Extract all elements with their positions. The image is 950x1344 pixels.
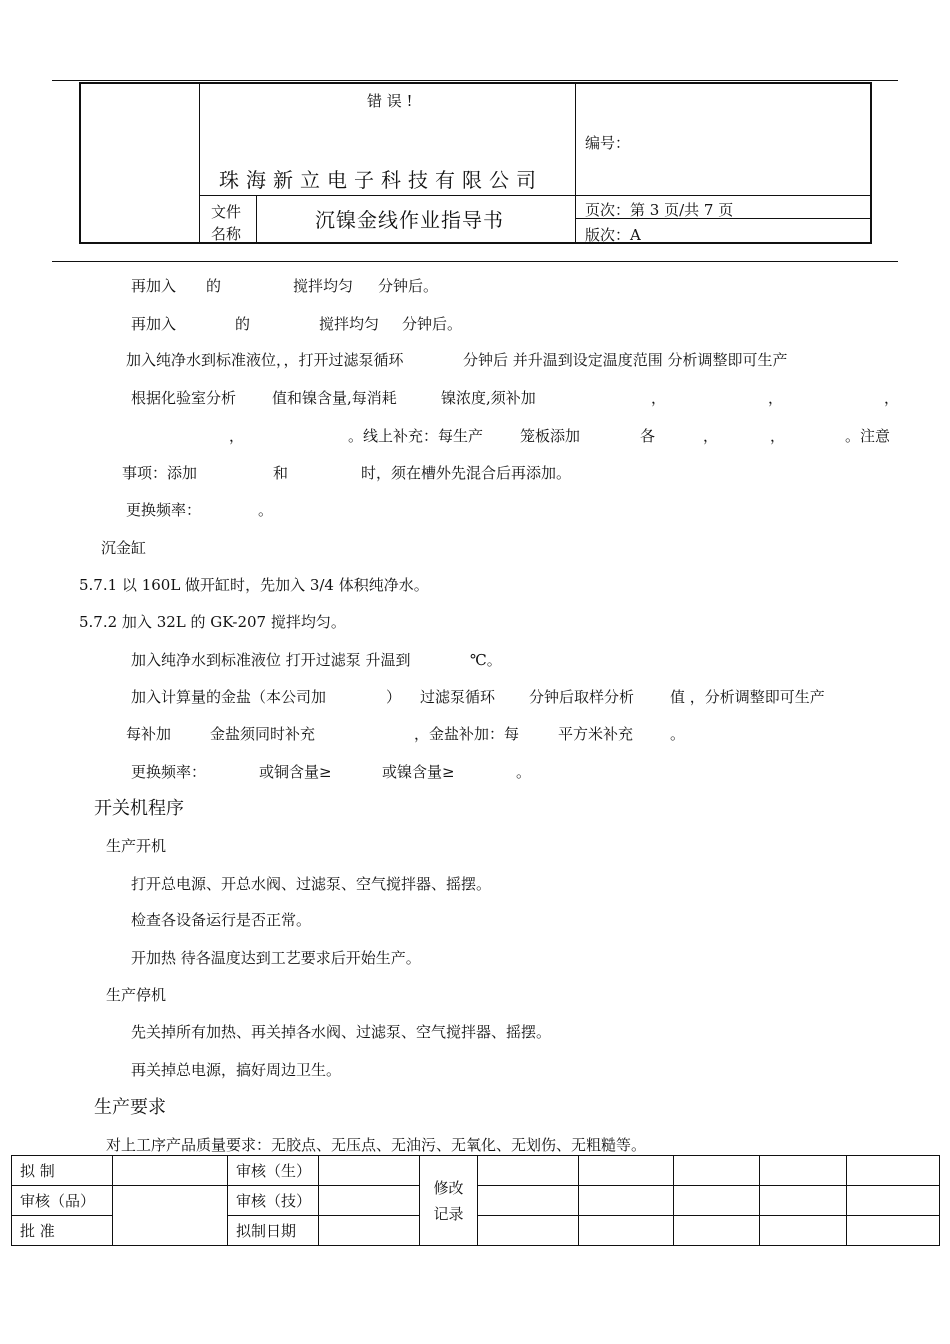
line-4-comma-1: ， xyxy=(651,389,667,407)
revision-label-line2: 记录 xyxy=(433,1204,464,1223)
line-12-d: 分钟后取样分析 xyxy=(529,688,635,706)
line-2-c: 搅拌均匀 xyxy=(319,315,380,333)
line-13-d: 平方米补充 xyxy=(558,725,634,743)
line-12-e: 值 ，分析调整即可生产 xyxy=(670,688,825,706)
revision-cell xyxy=(478,1186,579,1216)
doc-number-label: 编号： xyxy=(585,134,631,152)
line-13-e: 。 xyxy=(670,725,686,743)
revision-cell xyxy=(760,1156,847,1186)
section-production-requirements: 生产要求 xyxy=(94,1097,166,1118)
section-gold-tank: 沉金缸 xyxy=(101,539,147,557)
error-text: 错 误 ! xyxy=(367,92,413,110)
line-11-a: 加入纯净水到标准液位 打开过滤泵 升温到 xyxy=(131,651,411,669)
approve-label: 批 准 xyxy=(12,1216,113,1246)
line-6-c: 时，须在槽外先混合后再添加。 xyxy=(361,464,572,482)
quality-requirement: 对上工序产品质量要求：无胶点、无压点、无油污、无氧化、无划伤、无粗糙等。 xyxy=(106,1136,647,1154)
header-mid-rule xyxy=(200,195,871,196)
line-1-d: 分钟后。 xyxy=(378,277,439,295)
file-name-label-line1: 文件 xyxy=(211,203,242,221)
file-name-divider xyxy=(256,196,257,243)
revision-cell xyxy=(478,1156,579,1186)
revision-cell xyxy=(579,1186,674,1216)
startup-step-2: 检查各设备运行是否正常。 xyxy=(131,911,312,929)
drafted-value xyxy=(113,1156,228,1186)
line-5-comma-3: ， xyxy=(770,427,786,445)
subsection-shutdown: 生产停机 xyxy=(106,986,167,1004)
top-rule xyxy=(52,80,898,81)
revision-cell xyxy=(579,1156,674,1186)
review-quality-value xyxy=(113,1186,228,1246)
revision-cell xyxy=(674,1186,760,1216)
line-6-b: 和 xyxy=(273,464,289,482)
line-7-b: 。 xyxy=(258,501,274,519)
line-4-c: 镍浓度,须补加 xyxy=(441,389,536,407)
revision-record-label xyxy=(420,1156,478,1246)
line-7-a: 更换频率： xyxy=(126,501,202,519)
revision-cell xyxy=(478,1216,579,1246)
line-4-comma-2: ， xyxy=(768,389,784,407)
line-1-b: 的 xyxy=(206,277,222,295)
line-5-c: 各 xyxy=(640,427,656,445)
drafted-label: 拟 制 xyxy=(12,1156,113,1186)
revision-cell xyxy=(674,1156,760,1186)
line-13-b: 金盐须同时补充 xyxy=(210,725,316,743)
line-5-comma-1: ， xyxy=(229,427,245,445)
line-5-comma-2: ， xyxy=(703,427,719,445)
subsection-startup: 生产开机 xyxy=(106,837,167,855)
revision-cell xyxy=(579,1216,674,1246)
startup-step-1: 打开总电源、开总水阀、过滤泵、空气搅拌器、摇摆。 xyxy=(131,875,492,893)
line-2-a: 再加入 xyxy=(131,315,177,333)
line-5-d: 。注意 xyxy=(845,427,891,445)
step-5-7-1: 5.7.1 以 160L 做开缸时，先加入 3/4 体积纯净水。 xyxy=(79,576,429,594)
line-13-c: ，金盐补加：每 xyxy=(414,725,520,743)
line-3-a: 加入纯净水到标准液位，，打开过滤泵循环 xyxy=(126,351,404,369)
startup-step-3: 开加热 待各温度达到工艺要求后开始生产。 xyxy=(131,949,421,967)
line-11-b: ℃。 xyxy=(470,651,502,669)
review-tech-value xyxy=(319,1186,420,1216)
line-14-b: 或铜含量≥ xyxy=(259,763,332,781)
page-info: 页次：第 3 页/共 7 页 xyxy=(585,201,734,219)
shutdown-step-2: 再关掉总电源，搞好周边卫生。 xyxy=(131,1061,342,1079)
line-4-comma-3: ， xyxy=(884,389,900,407)
revision-cell xyxy=(847,1186,940,1216)
review-tech-label: 审核（技） xyxy=(228,1186,319,1216)
line-6-a: 事项：添加 xyxy=(122,464,198,482)
section-startup-shutdown: 开关机程序 xyxy=(94,798,184,819)
document-title: 沉镍金线作业指导书 xyxy=(315,208,504,232)
draft-date-label: 拟制日期 xyxy=(228,1216,319,1246)
revision-cell xyxy=(847,1216,940,1246)
line-4-b: 值和镍含量,每消耗 xyxy=(272,389,397,407)
approval-table xyxy=(11,1155,940,1246)
line-14-c: 或镍含量≥ xyxy=(382,763,455,781)
line-14-d: 。 xyxy=(516,763,532,781)
line-5-a: 。线上补充：每生产 xyxy=(348,427,484,445)
revision-label-line1: 修改 xyxy=(433,1178,464,1197)
file-name-label-line2: 名称 xyxy=(211,225,242,243)
line-2-d: 分钟后。 xyxy=(402,315,463,333)
line-12-b: ） xyxy=(386,688,402,706)
step-5-7-2: 5.7.2 加入 32L 的 GK-207 搅拌均匀。 xyxy=(79,613,346,631)
line-1-c: 搅拌均匀 xyxy=(293,277,354,295)
review-production-value xyxy=(319,1156,420,1186)
line-13-a: 每补加 xyxy=(126,725,172,743)
revision-cell xyxy=(760,1216,847,1246)
header-bottom-rule xyxy=(52,261,898,262)
line-3-b: 分钟后 并升温到设定温度范围 分析调整即可生产 xyxy=(463,351,788,369)
header-right-divider xyxy=(575,83,576,243)
draft-date-value xyxy=(319,1216,420,1246)
line-2-b: 的 xyxy=(235,315,251,333)
revision-cell xyxy=(674,1216,760,1246)
line-12-c: 过滤泵循环 xyxy=(420,688,496,706)
line-4-a: 根据化验室分析 xyxy=(131,389,237,407)
line-12-a: 加入计算量的金盐（本公司加 xyxy=(131,688,327,706)
line-1-a: 再加入 xyxy=(131,277,177,295)
revision-cell xyxy=(847,1156,940,1186)
shutdown-step-1: 先关掉所有加热、再关掉各水阀、过滤泵、空气搅拌器、摇摆。 xyxy=(131,1023,552,1041)
header-logo-divider xyxy=(199,83,200,243)
revision-cell xyxy=(760,1186,847,1216)
review-quality-label: 审核（品） xyxy=(12,1186,113,1216)
company-name: 珠海新立电子科技有限公司 xyxy=(219,168,543,192)
review-production-label: 审核（生） xyxy=(228,1156,319,1186)
line-5-b: 笼板添加 xyxy=(520,427,581,445)
version-info: 版次：A xyxy=(585,226,641,244)
line-14-a: 更换频率： xyxy=(131,763,207,781)
